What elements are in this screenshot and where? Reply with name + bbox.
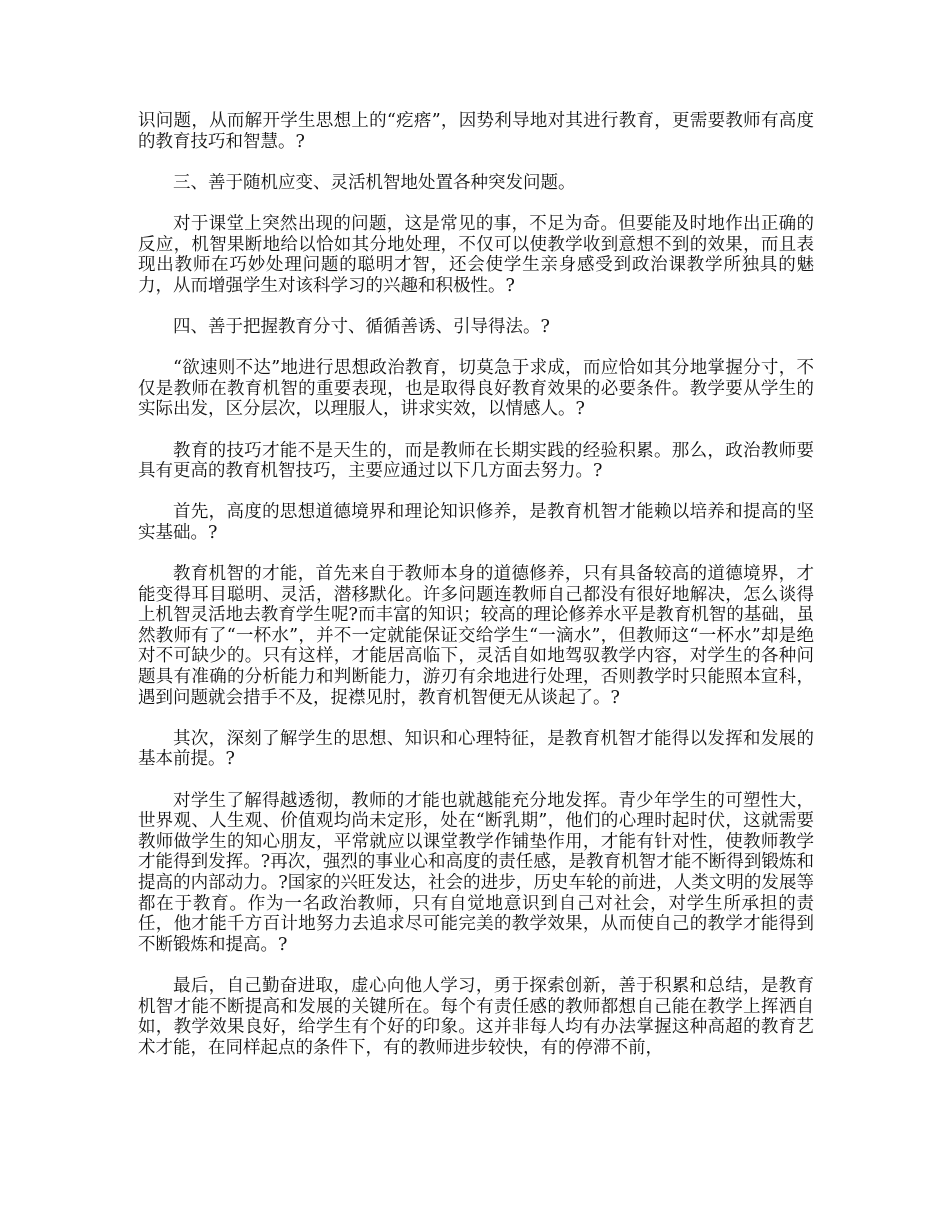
paragraph-classroom-issues: 对于课堂上突然出现的问题，这是常见的事，不足为奇。但要能及时地作出正确的反应，机智果断地给以恰如其分地处理，不仅可以使教学收到意想不到的效果，而且表现出教师在巧妙处理问题的聪明才智，还会使学生亲身感受到政治课教学所独具的魅力，从而增强学生对该科学习的兴趣和积极性。? bbox=[138, 213, 814, 296]
heading-point-three: 三、善于随机应变、灵活机智地处置各种突发问题。 bbox=[173, 172, 576, 193]
paragraph-skill-accumulation: 教育的技巧才能不是天生的，而是教师在长期实践的经验积累。那么，政治教师要具有更高的教育机智技巧，主要应通过以下几方面去努力。? bbox=[138, 440, 814, 482]
paragraph-measured-education: “欲速则不达”地进行思想政治教育，切莫急于求成，而应恰如其分地掌握分寸，不仅是教师在教育机智的重要表现，也是取得良好教育效果的必要条件。教学要从学生的实际出发，区分层次，以理服人，讲求实效，以情感人。? bbox=[138, 358, 814, 420]
paragraph-continued: 识问题，从而解开学生思想上的“疙瘩”，因势利导地对其进行教育，更需要教师有高度的教育技巧和智慧。? bbox=[138, 111, 814, 152]
paragraph-second-premise: 其次，深刻了解学生的思想、知识和心理特征，是教育机智才能得以发挥和发展的基本前提。? bbox=[138, 728, 814, 770]
heading-point-four: 四、善于把握教育分寸、循循善诱、引导得法。? bbox=[173, 316, 550, 337]
paragraph-understanding-students: 对学生了解得越透彻，教师的才能也就越能充分地发挥。青少年学生的可塑性大，世界观、人生观、价值观均尚未定形，处在“断乳期”，他们的心理时起时伏，这就需要教师做学生的知心朋友，平常就应以课堂教学作铺垫作用，才能有针对性，使教师教学才能得到发挥。?再次，强烈的事业心和高度的责任感，是教育机智才能不断得到锻炼和提高的内部动力。?国家的兴旺发达，社会的进步，历史车轮的前进，人类文明的发展等都在于教育。作为一名政治教师，只有自觉地意识到自己对社会，对学生所承担的责任，他才能千方百计地努力去追求尽可能完美的教学效果，从而使自己的教学才能得到不断锻炼和提高。? bbox=[138, 790, 814, 955]
paragraph-finally-key: 最后，自己勤奋进取，虚心向他人学习，勇于探索创新，善于积累和总结，是教育机智才能不断提高和发展的关键所在。每个有责任感的教师都想自己能在教学上挥洒自如，教学效果良好，给学生有个好的印象。这并非每人均有办法掌握这种高超的教育艺术才能，在同样起点的条件下，有的教师进步较快，有的停滞不前， bbox=[138, 975, 814, 1058]
document-body bbox=[138, 111, 814, 1079]
paragraph-first-foundation: 首先，高度的思想道德境界和理论知识修养，是教育机智才能赖以培养和提高的坚实基础。? bbox=[138, 502, 814, 543]
paragraph-moral-knowledge: 教育机智的才能，首先来自于教师本身的道德修养，只有具备较高的道德境界，才能变得耳目聪明、灵活，潜移默化。许多问题连教师自己都没有很好地解决，怎么谈得上机智灵活地去教育学生呢?而丰富的知识；较高的理论修养水平是教育机智的基础，虽然教师有了“一杯水”，并不一定就能保证交给学生“一滴水”，但教师这“一杯水”却是绝对不可缺少的。只有这样，才能居高临下，灵活自如地驾驭教学内容，对学生的各种问题具有准确的分析能力和判断能力，游刃有余地进行处理，否则教学时只能照本宣科，遇到问题就会措手不及，捉襟见肘，教育机智便无从谈起了。? bbox=[138, 564, 814, 708]
